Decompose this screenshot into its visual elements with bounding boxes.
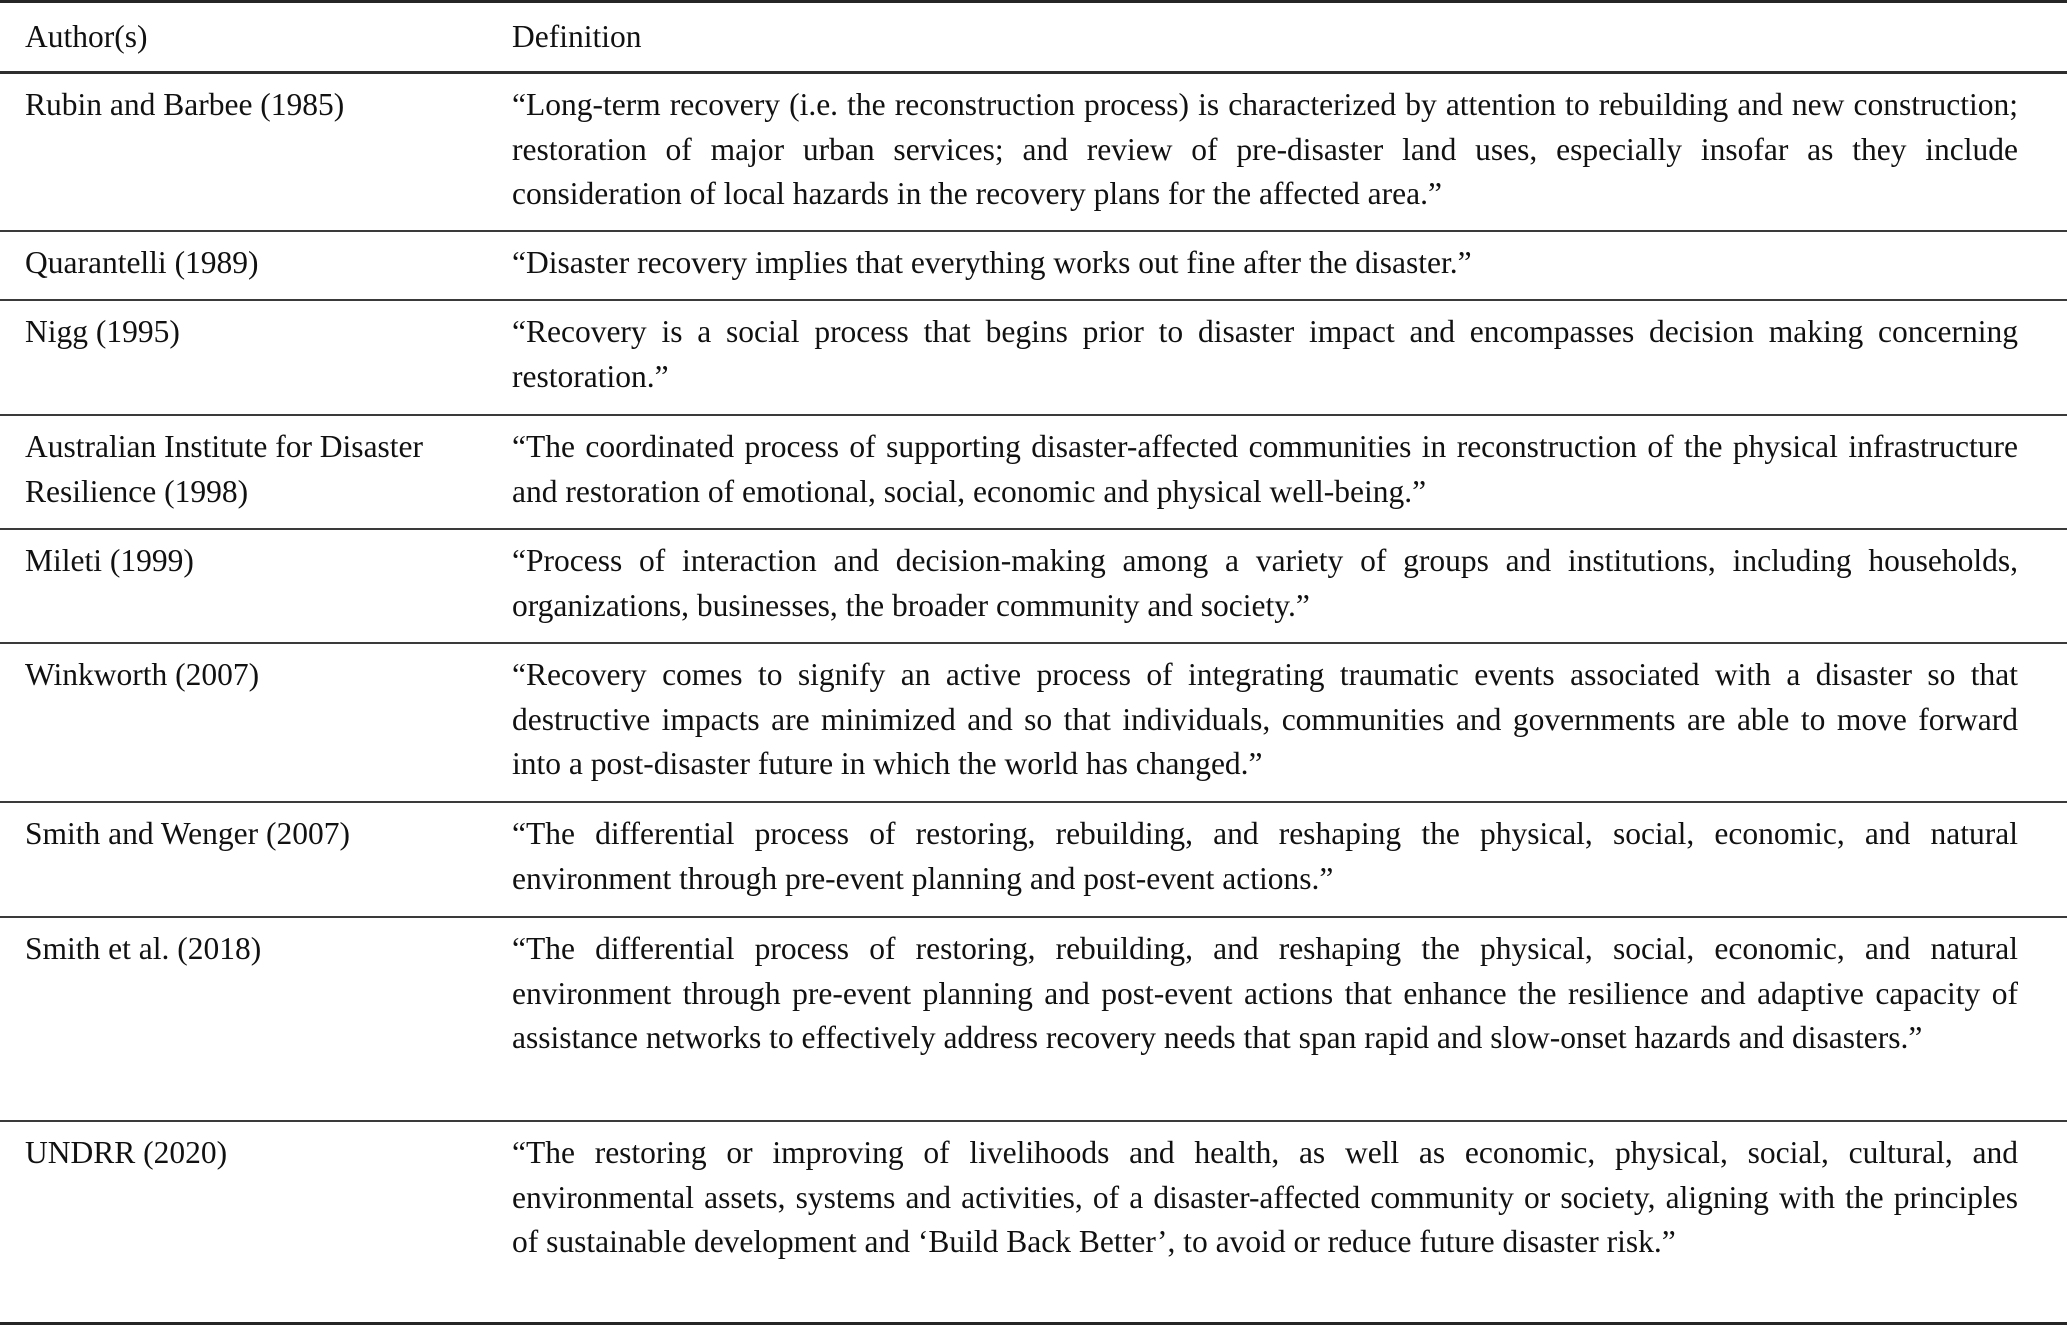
- definition-cell: “Recovery is a social process that begins prior to disaster impact and encompasses decision making concerning restoration.”: [512, 314, 2018, 394]
- author-cell: Nigg (1995): [25, 314, 180, 349]
- definition-cell: “Recovery comes to signify an active process of integrating traumatic events associated with a disaster so that destructive impacts are minimized and so that individuals, communities and governments are able to move forward into a post-disaster future in which the world has changed.”: [512, 657, 2018, 782]
- column-header-definition: Definition: [512, 18, 642, 54]
- author-cell: Smith et al. (2018): [25, 931, 262, 966]
- column-header-author: Author(s): [25, 18, 148, 54]
- author-cell: Rubin and Barbee (1985): [25, 87, 345, 122]
- author-cell: Australian Institute for Disaster Resilience (1998): [25, 429, 424, 509]
- author-cell: Smith and Wenger (2007): [25, 816, 350, 851]
- table-row: [0, 299, 2067, 414]
- table-row: [0, 230, 2067, 299]
- author-cell: UNDRR (2020): [25, 1135, 228, 1170]
- table-row: [0, 528, 2067, 642]
- table-row: [0, 1120, 2067, 1322]
- definition-cell: “The differential process of restoring, rebuilding, and reshaping the physical, social, economic, and natural environment through pre-event planning and post-event actions.”: [512, 816, 2018, 896]
- table-row: [0, 71, 2067, 230]
- definition-cell: “Process of interaction and decision-making among a variety of groups and institutions, including households, organizations, businesses, the broader community and society.”: [512, 543, 2018, 623]
- table-row: [0, 801, 2067, 916]
- table-row: [0, 642, 2067, 801]
- definition-cell: “Long-term recovery (i.e. the reconstruction process) is characterized by attention to rebuilding and new construction; restoration of major urban services; and review of pre-disaster land uses, especially insofar as they include consideration of local hazards in the recovery plans for the affected area.”: [512, 87, 2018, 212]
- table-row: [0, 916, 2067, 1120]
- author-cell: Winkworth (2007): [25, 657, 260, 692]
- definition-cell: “The differential process of restoring, rebuilding, and reshaping the physical, social, economic, and natural environment through pre-event planning and post-event actions that enhance the resilience and adaptive capacity of assistance networks to effectively address recovery needs that span rapid and slow-onset hazards and disasters.”: [512, 931, 2018, 1056]
- definition-cell: “Disaster recovery implies that everything works out fine after the disaster.”: [512, 245, 1472, 280]
- author-cell: Mileti (1999): [25, 543, 194, 578]
- definition-cell: “The coordinated process of supporting disaster-affected communities in reconstruction of the physical infrastructure and restoration of emotional, social, economic and physical well-being.”: [512, 429, 2018, 509]
- table-header-row: [0, 3, 2067, 71]
- table-row: [0, 414, 2067, 528]
- author-cell: Quarantelli (1989): [25, 245, 259, 280]
- definition-cell: “The restoring or improving of livelihoods and health, as well as economic, physical, social, cultural, and environmental assets, systems and activities, of a disaster-affected community or society, aligning with the principles of sustainable development and ‘Build Back Better’, to avoid or reduce future disaster risk.”: [512, 1135, 2018, 1260]
